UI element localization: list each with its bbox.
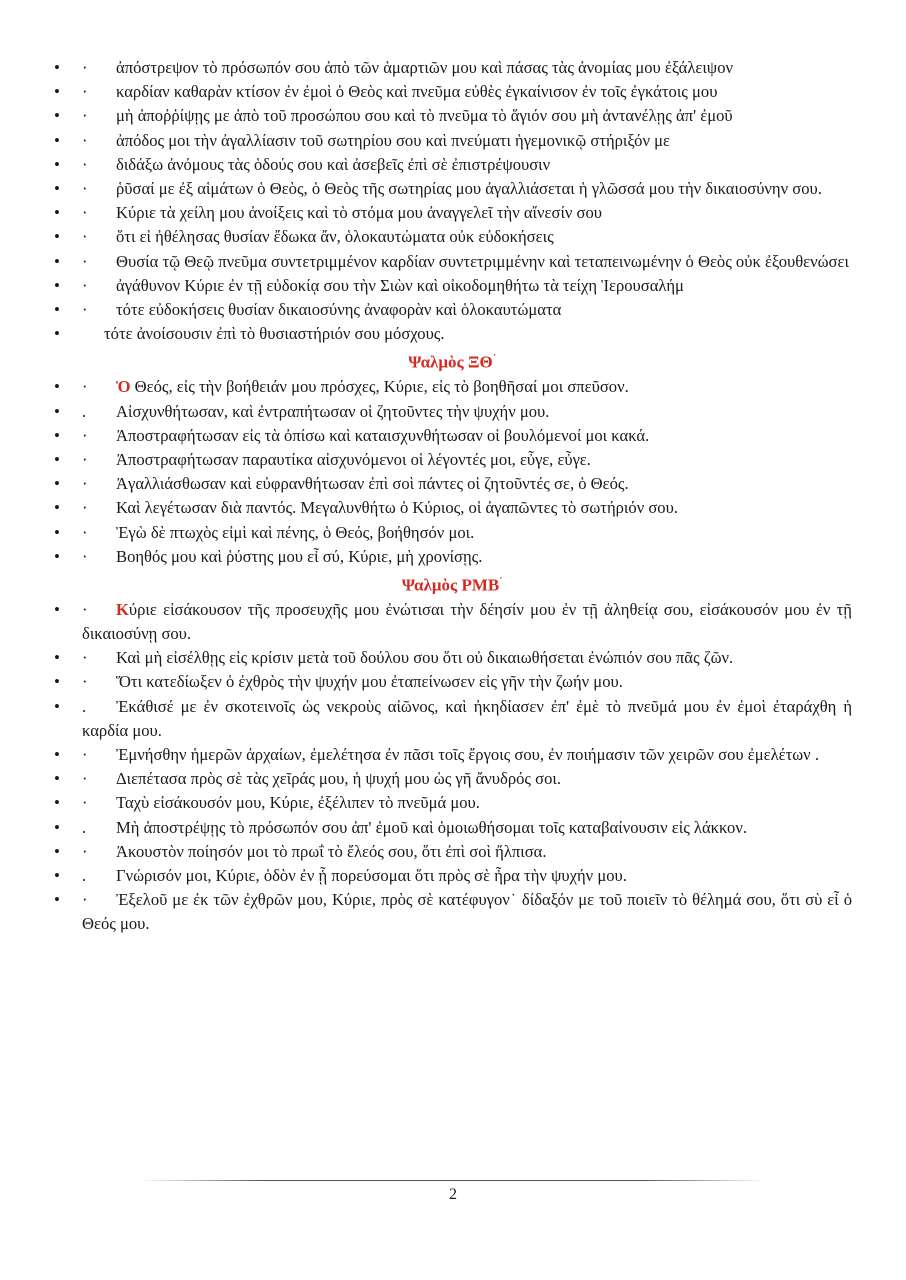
verse-item [52,670,852,694]
verse-text: ύριε εἰσάκουσον τῆς προσευχῆς μου ἐνώτισαι τὴν δέησίν μου ἐν τῇ ἀληθείᾳ σου, εἰσάκουσόν μου ἐν τῇ δικαιοσύνῃ σου. [82,599,852,643]
verse-marker: . [82,817,87,837]
verse-text: Κύριε τὰ χείλη μου ἀνοίξεις καὶ τὸ στόμα μου ἀναγγελεῖ τὴν αἴνεσίν σου [116,203,603,223]
verse-text: Ταχὺ εἰσάκουσόν μου, Κύριε, ἐξέλιπεν τὸ πνεῦμά μου. [116,793,480,813]
psalm-142-title: Ψαλμὸς ΡΜΒ [401,575,500,595]
verse-text: Αἰσχυνθήτωσαν, καὶ ἐντραπήτωσαν οἱ ζητοῦντες τὴν ψυχήν μου. [116,401,550,421]
verse-item [52,743,852,767]
verse-item [52,496,852,520]
verse-marker: · [82,672,88,692]
verse-item [52,521,852,545]
verse-text: Διεπέτασα πρὸς σὲ τὰς χεῖράς μου, ἡ ψυχή μου ὡς γῆ ἄνυδρός σοι. [116,769,561,789]
verse-text: Καὶ μὴ εἰσέλθῃς εἰς κρίσιν μετὰ τοῦ δούλου σου ὅτι οὐ δικαιωθήσεται ἐνώπιόν σου πᾶς ζῶν. [116,648,734,668]
verse-list-section-1 [52,56,852,346]
verse-text: Μὴ ἀποστρέψῃς τὸ πρόσωπόν σου ἀπ' ἐμοῦ καὶ ὁμοιωθήσομαι τοῖς καταβαίνουσιν εἰς λάκκον. [116,817,747,837]
verse-marker: · [82,522,88,542]
verse-text: Ἀποστραφήτωσαν παραυτίκα αἰσχυνόμενοι οἱ λέγοντές μοι, εὖγε, εὖγε. [116,449,591,469]
verse-text: Ἐμνήσθην ἡμερῶν ἀρχαίων, ἐμελέτησα ἐν πᾶσι τοῖς ἔργοις σου, ἐν ποιήμασιν τῶν χειρῶν σου ἐμελέτων . [116,745,819,764]
verse-item [52,424,852,448]
page-number: 2 [449,1186,457,1203]
verse-item [52,375,852,399]
document-page [52,56,852,937]
verse-text: Ἀποστραφήτωσαν εἰς τὰ ὀπίσω καὶ καταισχυνθήτωσαν οἱ βουλόμενοί μοι κακά. [116,425,650,445]
verse-marker: · [82,793,88,813]
verse-item [52,864,852,888]
verse-list-psalm-142 [52,598,852,937]
verse-text: ἀπόστρεψον τὸ πρόσωπόν σου ἀπὸ τῶν ἁμαρτιῶν μου καὶ πάσας τὰς ἀνομίας μου ἐξάλειψον [116,58,733,77]
verse-item [52,56,852,80]
verse-text: Ἐγὼ δὲ πτωχὸς εἰμὶ καὶ πένης, ὁ Θεός, βοήθησόν μοι. [116,522,475,542]
verse-marker: · [82,377,88,397]
verse-text: Ἀκουστὸν ποίησόν μοι τὸ πρωΐ τὸ ἔλεός σου, ὅτι ἐπὶ σοὶ ἤλπισα. [116,841,547,861]
verse-text: τότε εὐδοκήσεις θυσίαν δικαιοσύνης ἀναφορὰν καὶ ὁλοκαυτώματα [116,300,562,320]
verse-text: Θεός, εἰς τὴν βοήθειάν μου πρόσχες, Κύριε, εἰς τὸ βοηθῆσαί μοι σπεῦσον. [130,377,629,397]
footer-divider [140,1180,766,1181]
psalm-142-heading [52,569,852,598]
verse-marker: . [82,696,87,716]
verse-marker: . [82,866,87,886]
verse-text: μὴ ἀποῤῥίψῃς με ἀπὸ τοῦ προσώπου σου καὶ τὸ πνεῦμα τὸ ἅγιόν σου μὴ ἀντανέλῃς ἀπ' ἐμοῦ [116,106,733,126]
verse-text: ἀπόδος μοι τὴν ἀγαλλίασιν τοῦ σωτηρίου σου καὶ πνεύματι ἡγεμονικῷ στήριξόν με [116,130,670,150]
verse-text: Ὅτι κατεδίωξεν ὁ ἐχθρὸς τὴν ψυχήν μου ἐταπείνωσεν εἰς γῆν τὴν ζωήν μου. [116,672,623,692]
verse-item [52,545,852,569]
verse-marker: · [82,203,88,223]
closing-verse-text: τότε ἀνοίσουσιν ἐπὶ τὸ θυσιαστήριόν σου μόσχους. [104,324,445,344]
verse-marker: · [82,251,88,271]
verse-marker: · [82,300,88,320]
verse-item [52,129,852,153]
verse-marker: · [82,474,88,494]
verse-item [52,448,852,472]
verse-item [52,646,852,670]
verse-text: Γνώρισόν μοι, Κύριε, ὁδὸν ἐν ᾗ πορεύσομαι ὅτι πρὸς σὲ ἦρα τὴν ψυχήν μου. [116,866,627,886]
verse-marker: · [82,498,88,518]
verse-marker: · [82,58,88,77]
verse-marker: · [82,599,88,619]
verse-item [52,598,852,646]
psalm-142-title-mark: ΄ [499,575,503,586]
verse-text: Καὶ λεγέτωσαν διὰ παντός. Μεγαλυνθήτω ὁ Κύριος, οἱ ἀγαπῶντες τὸ σωτήριόν σου. [116,498,678,518]
psalm-69-title: Ψαλμὸς ΞΘ [408,353,493,373]
verse-marker: · [82,449,88,469]
verse-marker: · [82,275,88,295]
verse-item [52,80,852,104]
verse-item [52,153,852,177]
psalm-69-title-mark: ΄ [492,353,496,364]
verse-marker: · [82,82,88,102]
verse-text: Ἐξελοῦ με ἐκ τῶν ἐχθρῶν μου, Κύριε, πρὸς σὲ κατέφυγον˙ δίδαξόν με τοῦ ποιεῖν τὸ θέλημά σου, ὅτι σὺ εἶ ὁ Θεός μου. [82,890,852,934]
verse-item [52,840,852,864]
verse-marker: · [82,425,88,445]
verse-text: διδάξω ἀνόμους τὰς ὁδούς σου καὶ ἀσεβεῖς ἐπὶ σὲ ἐπιστρέψουσιν [116,154,551,174]
verse-item [52,816,852,840]
verse-item-closing [52,322,852,346]
verse-item [52,400,852,424]
verse-marker: · [82,546,88,566]
verse-item [52,104,852,128]
verse-item [52,298,852,322]
verse-marker: · [82,154,88,174]
verse-item [52,250,852,274]
verse-item [52,225,852,249]
verse-text: ὅτι εἰ ἠθέλησας θυσίαν ἔδωκα ἄν, ὁλοκαυτώματα οὐκ εὐδοκήσεις [116,227,554,247]
verse-text: Θυσία τῷ Θεῷ πνεῦμα συντετριμμένον καρδίαν συντετριμμένην καὶ τεταπεινωμένην ὁ Θεὸς οὐκ ἐξουθενώσει [116,251,849,271]
verse-text: ἀγάθυνον Κύριε ἐν τῇ εὐδοκίᾳ σου τὴν Σιὼν καὶ οἰκοδομηθήτω τὰ τείχη Ἱερουσαλήμ [116,275,684,295]
verse-list-psalm-69 [52,375,852,569]
verse-text: καρδίαν καθαρὰν κτίσον ἐν ἐμοὶ ὁ Θεὸς καὶ πνεῦμα εὐθὲς ἐγκαίνισον ἐν τοῖς ἐγκάτοις μου [116,82,718,102]
verse-item [52,888,852,936]
verse-text: Βοηθός μου καὶ ῥύστης μου εἶ σύ, Κύριε, μὴ χρονίσῃς. [116,546,483,566]
verse-marker: · [82,841,88,861]
verse-marker: · [82,769,88,789]
verse-marker: · [82,648,88,668]
verse-marker: · [82,890,88,910]
verse-item [52,274,852,298]
drop-initial: Κ [116,599,129,619]
verse-item [52,791,852,815]
verse-text: Ἀγαλλιάσθωσαν καὶ εὐφρανθήτωσαν ἐπὶ σοὶ πάντες οἱ ζητοῦντές σε, ὁ Θεός. [116,474,629,494]
verse-item [52,767,852,791]
verse-marker: · [82,227,88,247]
drop-initial: Ὁ [116,377,131,397]
verse-item [52,177,852,201]
verse-marker: · [82,745,88,764]
verse-item [52,695,852,743]
verse-item [52,201,852,225]
verse-marker: · [82,130,88,150]
verse-marker: · [82,106,88,126]
verse-marker: · [82,179,88,199]
verse-marker: . [82,401,87,421]
verse-text: ῥῦσαί με ἐξ αἱμάτων ὁ Θεὸς, ὁ Θεὸς τῆς σωτηρίας μου ἀγαλλιάσεται ἡ γλῶσσά μου τὴν δικαιοσύνην σου. [116,179,822,199]
psalm-69-heading [52,346,852,375]
verse-text: Ἐκάθισέ με ἐν σκοτεινοῖς ὡς νεκροὺς αἰῶνος, καὶ ἠκηδίασεν ἐπ' ἐμὲ τὸ πνεῦμά μου ἐν ἐμοὶ ἐταράχθη ἡ καρδία μου. [82,696,852,740]
verse-item [52,472,852,496]
